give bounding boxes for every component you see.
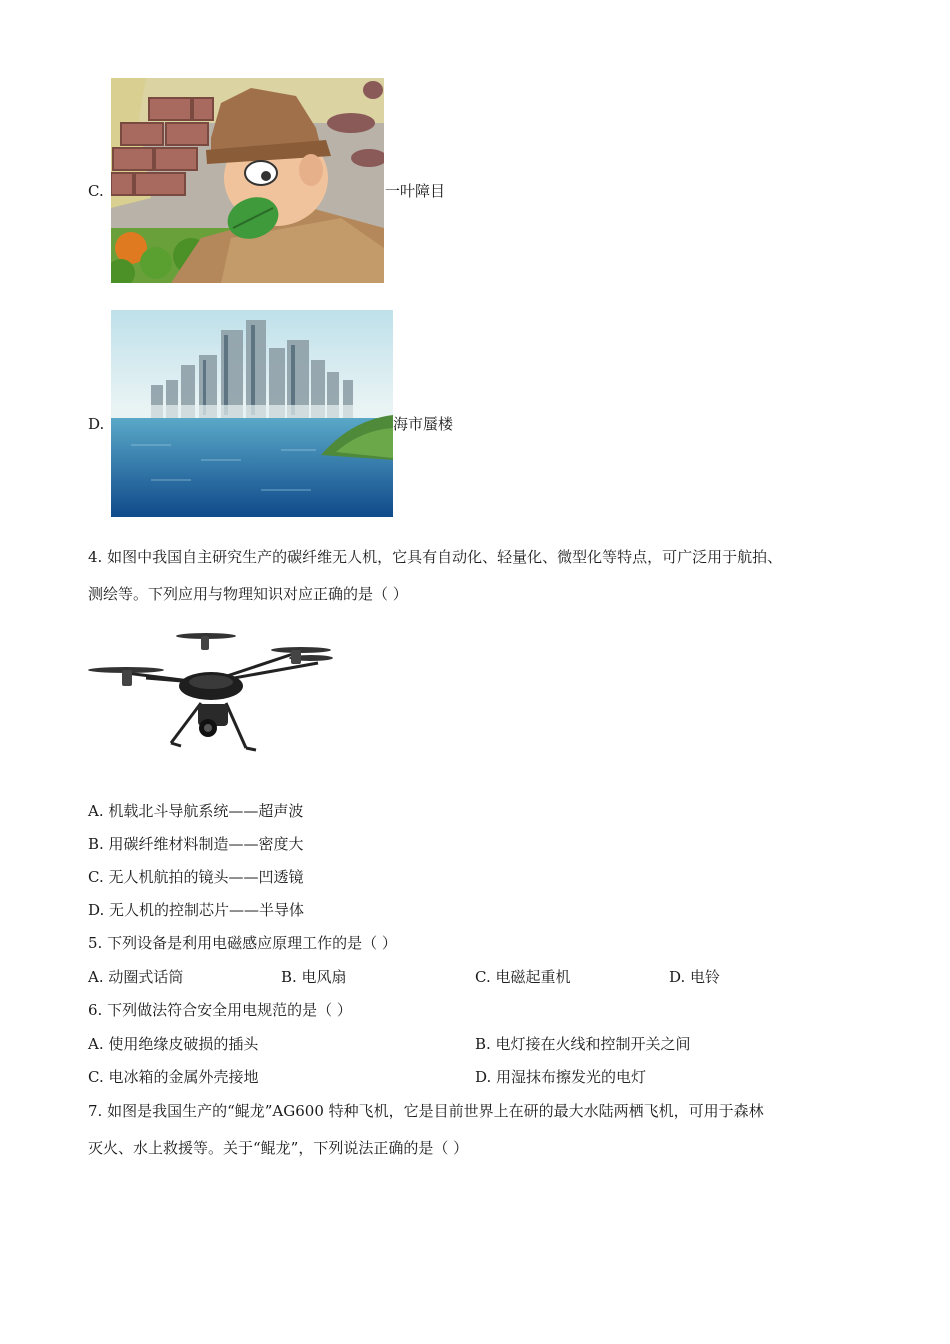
q4-stem-line1: 4. 如图中我国自主研究生产的碳纤维无人机，它具有自动化、轻量化、微型化等特点，可广泛用于航拍、 <box>88 548 783 566</box>
q4-stem-line2: 测绘等。下列应用与物理知识对应正确的是（ ） <box>88 585 408 603</box>
q5-option-b: B. 电风扇 <box>281 968 347 986</box>
q4-option-b: B. 用碳纤维材料制造——密度大 <box>88 835 304 853</box>
q6-option-b: B. 电灯接在火线和控制开关之间 <box>475 1035 691 1053</box>
option-c-letter: C. <box>88 182 104 200</box>
option-d-caption: 海市蜃楼 <box>393 415 454 433</box>
mirage-city-image <box>111 310 393 517</box>
cartoon-leaf-illustration <box>111 78 384 283</box>
q5-option-a: A. 动圈式话筒 <box>88 968 184 986</box>
option-d-letter: D. <box>88 415 105 433</box>
q5-stem: 5. 下列设备是利用电磁感应原理工作的是（ ） <box>88 934 397 952</box>
drone-image <box>86 628 334 768</box>
q5-option-d: D. 电铃 <box>669 968 721 986</box>
q4-option-a: A. 机载北斗导航系统——超声波 <box>88 802 304 820</box>
q7-stem-line1: 7. 如图是我国生产的“鲲龙”AG600 特种飞机，它是目前世界上在研的最大水陆两栖飞机，可用于森林 <box>88 1102 764 1120</box>
q6-option-d: D. 用湿抹布擦发光的电灯 <box>475 1068 647 1086</box>
q6-option-a: A. 使用绝缘皮破损的插头 <box>88 1035 259 1053</box>
q4-option-c: C. 无人机航拍的镜头——凹透镜 <box>88 868 304 886</box>
option-c-caption: 一叶障目 <box>385 182 446 200</box>
q7-stem-line2: 灭火、水上救援等。关于“鲲龙”，下列说法正确的是（ ） <box>88 1139 469 1157</box>
q5-option-c: C. 电磁起重机 <box>475 968 571 986</box>
drone-illustration <box>86 628 334 768</box>
q4-option-d: D. 无人机的控制芯片——半导体 <box>88 901 305 919</box>
mirage-city-illustration <box>111 310 393 517</box>
q6-option-c: C. 电冰箱的金属外壳接地 <box>88 1068 259 1086</box>
cartoon-leaf-image <box>111 78 384 283</box>
q6-stem: 6. 下列做法符合安全用电规范的是（ ） <box>88 1001 352 1019</box>
